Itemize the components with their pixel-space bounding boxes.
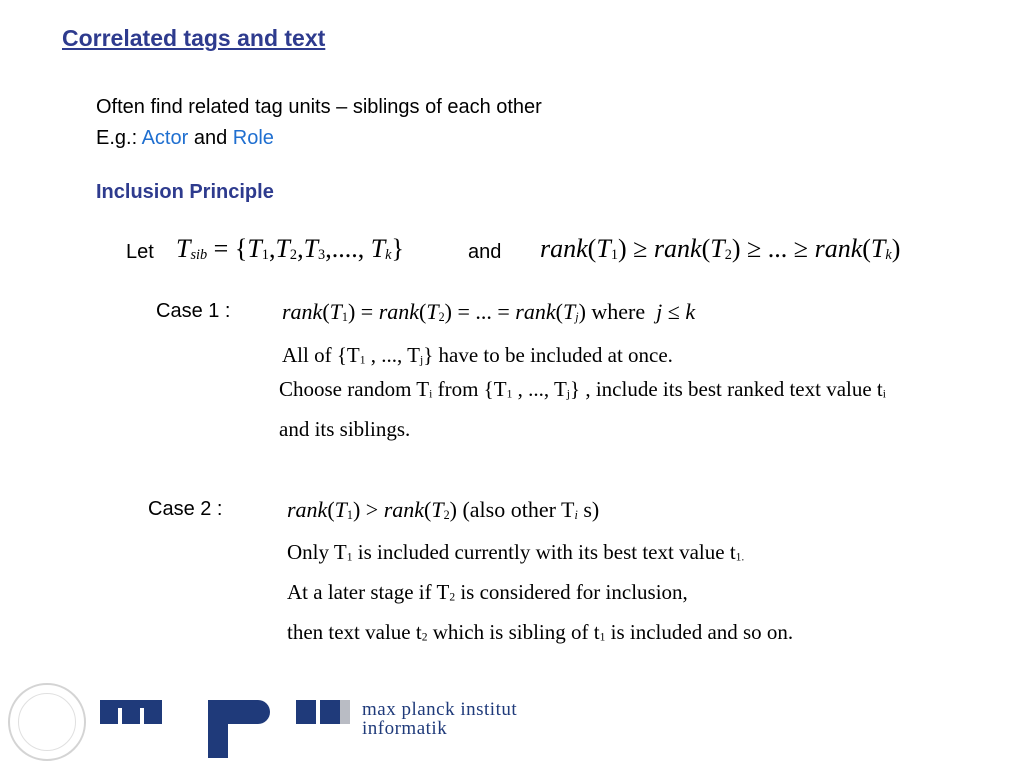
case2-formula: $rank(T_1)$ > $rank(T_2)$ (also other $T_i$ s) <box>287 497 600 522</box>
slide-title: Correlated tags and text <box>62 25 326 51</box>
example-actor: Actor <box>141 127 189 149</box>
institute-name-line1: max planck institut <box>362 699 518 720</box>
case1-label: Case 1 : <box>156 300 231 322</box>
and-label: and <box>468 241 502 263</box>
example-role: Role <box>232 127 274 149</box>
case1-line1: All of {$T_1$ , ..., $T_j$} have to be included at once. <box>282 343 673 367</box>
example-line <box>96 127 274 150</box>
case2-label: Case 2 : <box>148 498 223 520</box>
mpi-logo-icon <box>100 690 350 760</box>
example-and: and <box>188 127 233 149</box>
let-label: Let <box>126 241 154 263</box>
sibling-set-formula: $T_{sib} = \{T_1,T_2,T_3$,...., $T_k$} <box>176 234 404 264</box>
case1-line2: Choose random $T_i$ from {$T_1$ , ..., $T_j$} , include its best ranked text value $t_i$ <box>279 377 886 401</box>
rank-order-formula: $rank(T_1)$ ≥ $rank(T_2)$ ≥ ... ≥ $rank(T_k)$ <box>540 234 901 264</box>
example-prefix: E.g.: <box>96 127 142 149</box>
case2-line2: At a later stage if $T_2$ is considered for inclusion, <box>287 580 688 604</box>
principle-heading: Inclusion Principle <box>96 181 274 203</box>
minerva-seal-icon <box>8 683 86 761</box>
case1-line3: and its siblings. <box>279 417 411 441</box>
case2-line3: then text value $t_2$ which is sibling of $t_1$ is included and so on. <box>287 620 794 644</box>
case2-line1: Only $T_1$ is included currently with its best text value $t_{1.}$ <box>287 540 745 564</box>
institute-name <box>362 700 517 738</box>
institute-name-line2: informatik <box>362 718 448 739</box>
case1-formula: $rank(T_1)$ = $rank(T_2)$ = ... = $rank(T_j)$ where j ≤ k <box>282 299 696 324</box>
intro-line: Often find related tag units – siblings of each other <box>96 96 542 118</box>
